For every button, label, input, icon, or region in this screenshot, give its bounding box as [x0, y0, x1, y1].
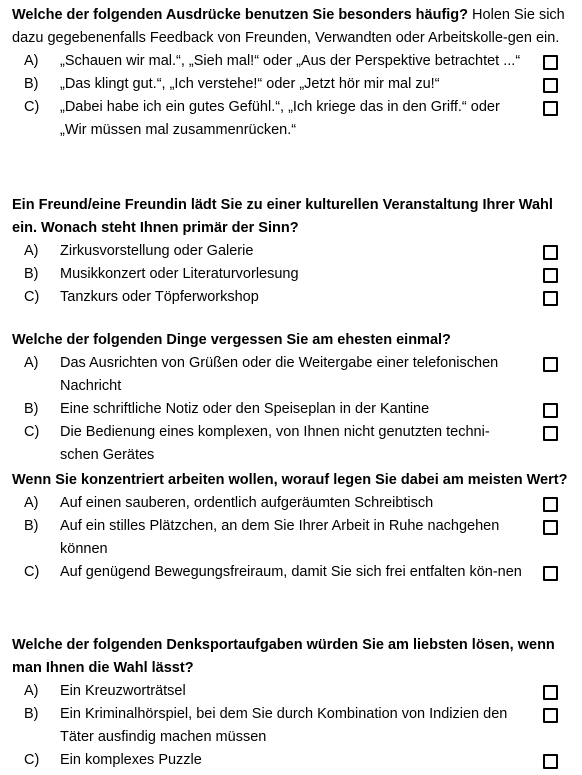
- answer-option-a: [12, 240, 572, 263]
- checkbox[interactable]: [543, 566, 558, 581]
- answer-text: Auf ein stilles Plätzchen, an dem Sie Ihrer Arbeit in Ruhe nachgehen können: [60, 518, 500, 557]
- answer-text: „Das klingt gut.“, „Ich verstehe!“ oder „Jetzt hör mir mal zu!“: [60, 76, 440, 92]
- answer-option-c: [12, 421, 572, 467]
- checkbox[interactable]: [543, 403, 558, 418]
- question-text: Wenn Sie konzentriert arbeiten wollen, worauf legen Sie dabei am meisten Wert?: [12, 472, 568, 488]
- checkbox[interactable]: [543, 245, 558, 260]
- checkbox[interactable]: [543, 101, 558, 116]
- answer-letter: B): [24, 706, 39, 722]
- question-text: Welche der folgenden Denksportaufgaben würden Sie am liebsten lösen, wenn man Ihnen die Wahl lässt?: [12, 637, 555, 676]
- answer-text: Auf einen sauberen, ordentlich aufgeräumten Schreibtisch: [60, 495, 434, 511]
- answer-letter: A): [24, 53, 39, 69]
- checkbox[interactable]: [543, 497, 558, 512]
- checkbox[interactable]: [543, 520, 558, 535]
- answer-text: Ein Kreuzworträtsel: [60, 683, 186, 699]
- answer-letter: C): [24, 564, 40, 580]
- answer-text: Eine schriftliche Notiz oder den Speiseplan in der Kantine: [60, 401, 430, 417]
- answer-text: Das Ausrichten von Grüßen oder die Weitergabe einer telefonischen Nachricht: [60, 355, 499, 394]
- answer-option-c: [12, 561, 572, 584]
- checkbox[interactable]: [543, 55, 558, 70]
- answer-letter: B): [24, 76, 39, 92]
- answer-letter: C): [24, 289, 40, 305]
- answer-option-a: [12, 492, 572, 515]
- answer-text: Musikkonzert oder Literaturvorlesung: [60, 266, 299, 282]
- answer-text: Ein Kriminalhörspiel, bei dem Sie durch Kombination von Indizien den Täter ausfindig machen müssen: [60, 706, 508, 745]
- question-block-1: [12, 4, 572, 142]
- answer-option-b: [12, 398, 572, 421]
- checkbox[interactable]: [543, 357, 558, 372]
- checkbox[interactable]: [543, 426, 558, 441]
- question-text: Welche der folgenden Ausdrücke benutzen Sie besonders häufig? Holen Sie sich dazu gegebenenfalls Feedback von Freunden, Verwandten oder Arbeitskolle-gen ein.: [12, 7, 565, 46]
- answer-option-c: [12, 749, 572, 772]
- answer-letter: C): [24, 99, 40, 115]
- answer-letter: A): [24, 683, 39, 699]
- answer-option-b: [12, 703, 572, 749]
- checkbox[interactable]: [543, 685, 558, 700]
- question-block-3: [12, 329, 572, 467]
- answer-option-b: [12, 263, 572, 286]
- checkbox[interactable]: [543, 754, 558, 769]
- question-block-5: [12, 634, 572, 772]
- checkbox[interactable]: [543, 708, 558, 723]
- answer-option-a: [12, 50, 572, 73]
- question-block-2: [12, 194, 572, 309]
- answer-option-a: [12, 352, 572, 398]
- question-block-4: [12, 469, 572, 584]
- answer-letter: C): [24, 424, 40, 440]
- answer-option-c: [12, 96, 572, 142]
- question-text: Welche der folgenden Dinge vergessen Sie am ehesten einmal?: [12, 332, 451, 348]
- answer-letter: A): [24, 495, 39, 511]
- answer-letter: B): [24, 266, 39, 282]
- answer-text: Ein komplexes Puzzle: [60, 752, 202, 768]
- checkbox[interactable]: [543, 78, 558, 93]
- answer-option-a: [12, 680, 572, 703]
- answer-letter: B): [24, 401, 39, 417]
- answer-option-b: [12, 73, 572, 96]
- answer-letter: A): [24, 243, 39, 259]
- checkbox[interactable]: [543, 268, 558, 283]
- question-text: Ein Freund/eine Freundin lädt Sie zu einer kulturellen Veranstaltung Ihrer Wahl ein. Wonach steht Ihnen primär der Sinn?: [12, 197, 553, 236]
- answer-text: „Dabei habe ich ein gutes Gefühl.“, „Ich kriege das in den Griff.“ oder „Wir müssen mal zusammenrücken.“: [60, 99, 500, 138]
- answer-text: Tanzkurs oder Töpferworkshop: [60, 289, 259, 305]
- answer-letter: C): [24, 752, 40, 768]
- answer-text: Die Bedienung eines komplexen, von Ihnen nicht genutzten techni-schen Gerätes: [60, 424, 490, 463]
- answer-option-c: [12, 286, 572, 309]
- answer-text: Auf genügend Bewegungsfreiraum, damit Sie sich frei entfalten kön-nen: [60, 564, 522, 580]
- checkbox[interactable]: [543, 291, 558, 306]
- answer-text: Zirkusvorstellung oder Galerie: [60, 243, 254, 259]
- answer-option-b: [12, 515, 572, 561]
- answer-letter: B): [24, 518, 39, 534]
- answer-letter: A): [24, 355, 39, 371]
- answer-text: „Schauen wir mal.“, „Sieh mal!“ oder „Aus der Perspektive betrachtet ...“: [60, 53, 521, 69]
